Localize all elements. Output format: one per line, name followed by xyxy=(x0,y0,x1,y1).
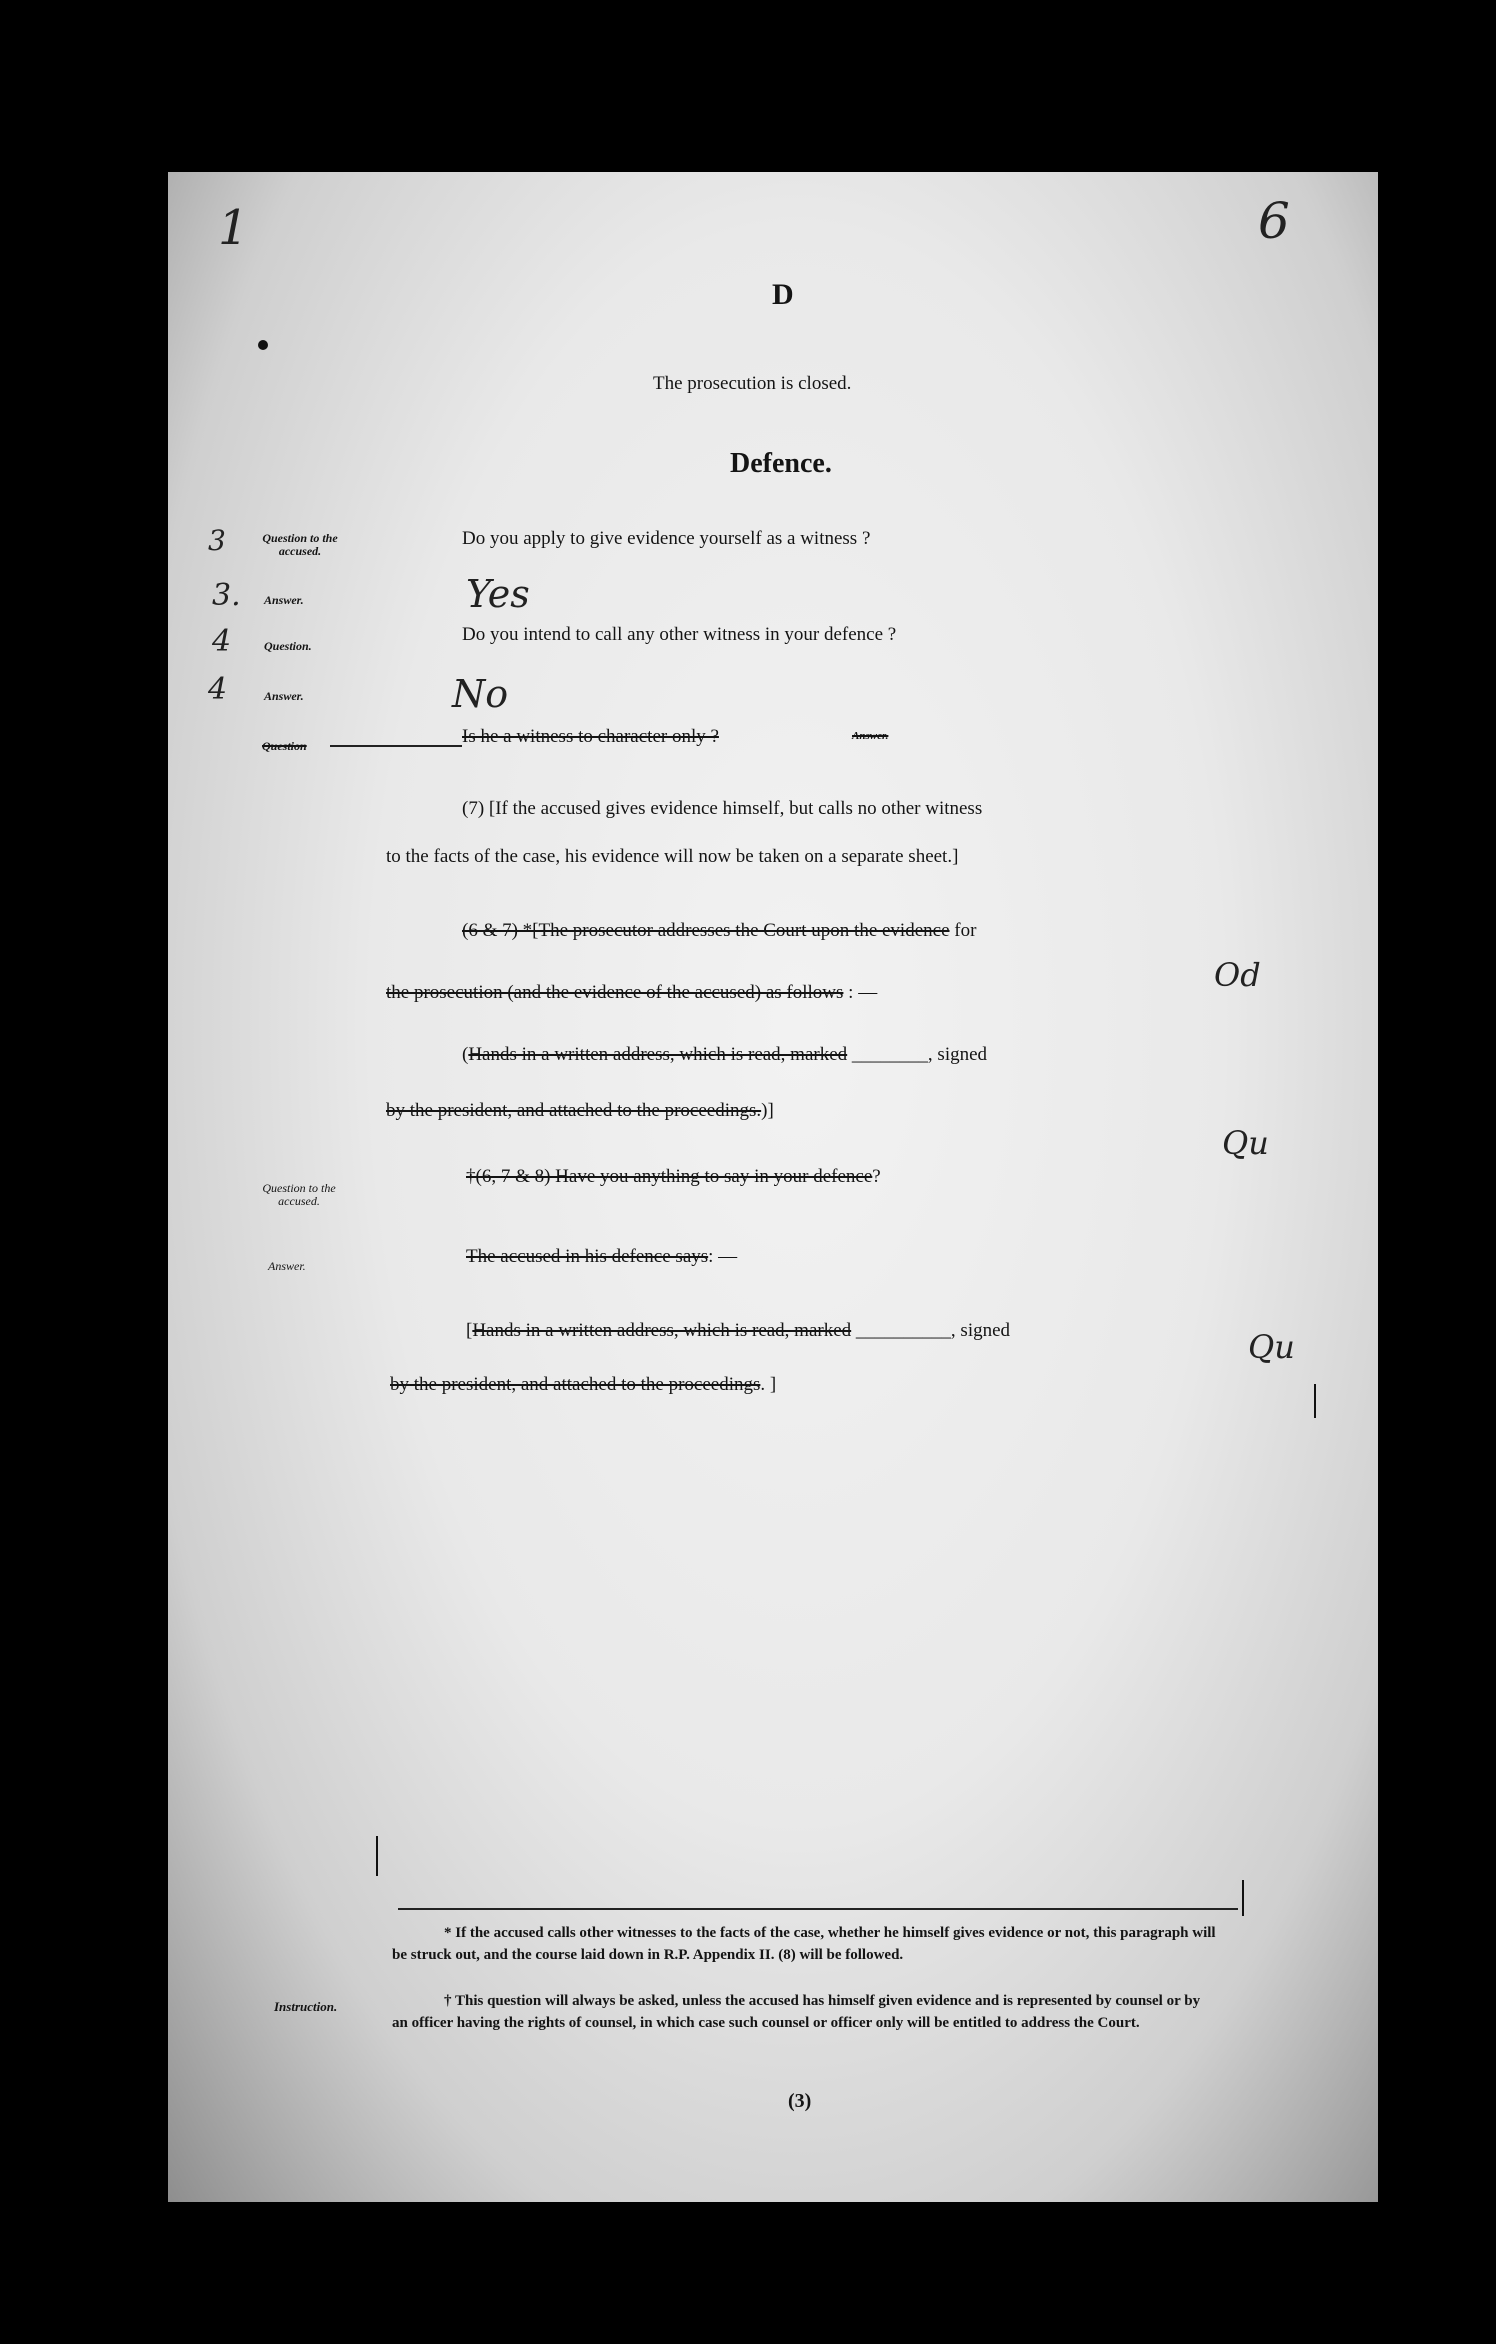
para67-line2-struck: the prosecution (and the evidence of the accused) as follows xyxy=(386,982,844,1003)
para67-line2-end: : — xyxy=(848,982,878,1003)
q2-number: 4 xyxy=(212,624,232,659)
written2-line2-end: . ] xyxy=(760,1374,777,1395)
a4-label: Answer. xyxy=(268,1259,306,1273)
ink-dot xyxy=(258,340,268,350)
para7-line1: (7) [If the accused gives evidence himself, but calls no other witness xyxy=(462,798,983,819)
section-letter: D xyxy=(772,278,794,311)
q3-label: Question xyxy=(262,739,307,753)
written1-line1-end: , signed xyxy=(927,1044,988,1065)
written2-open: [ xyxy=(466,1320,473,1341)
para67-line1-end: for xyxy=(954,920,977,941)
instruction-label: Instruction. xyxy=(274,1999,338,2014)
written2-blank: __________ xyxy=(855,1320,951,1341)
scan-mark xyxy=(1242,1880,1244,1916)
a4-text-struck: The accused in his defence says xyxy=(466,1246,709,1267)
a1-label: Answer. xyxy=(264,593,304,607)
q3-text: Is he a witness to character only ? xyxy=(462,726,719,747)
written2-line2-struck: by the president, and attached to the proceedings xyxy=(390,1374,761,1395)
written1-line2-struck: by the president, and attached to the proceedings. xyxy=(386,1100,762,1121)
a1-number: 3. xyxy=(212,578,241,613)
q1-number: 3 xyxy=(208,524,226,557)
scan-mark xyxy=(376,1836,378,1876)
para67-line1-struck: (6 & 7) *[The prosecutor addresses the Court upon the evidence xyxy=(462,920,950,941)
initials-3: Qu xyxy=(1248,1328,1295,1366)
strike-line xyxy=(330,745,462,747)
footnote-1: * If the accused calls other witnesses to the facts of the case, whether he himself gives evidence or not, this paragraph will be struck out, and the course laid down in R.P. Appendix II. (8) will be followed. xyxy=(392,1925,1216,1963)
scan-mark xyxy=(1314,1384,1316,1418)
q4-label: Question to the accused. xyxy=(262,1181,336,1208)
q3-answer-label: Answer. xyxy=(852,730,889,742)
q4-text-end: ? xyxy=(872,1166,881,1187)
a2-number: 4 xyxy=(208,672,228,707)
page-number: (3) xyxy=(788,2090,812,2112)
written1-blank: ________ xyxy=(851,1044,928,1065)
q1-label: Question to the accused. xyxy=(262,531,338,558)
initials-2: Qu xyxy=(1222,1124,1269,1162)
defence-heading: Defence. xyxy=(730,448,832,479)
initials-1: Od xyxy=(1214,956,1261,994)
q4-text-struck: †(6, 7 & 8) Have you anything to say in your defence xyxy=(466,1166,873,1187)
a4-text-end: : — xyxy=(708,1246,738,1267)
footnote-2: † This question will always be asked, unless the accused has himself given evidence and is represented by counsel or by an officer having the rights of counsel, in which case such counsel or officer only will be entitled to address the Court. xyxy=(392,1993,1201,2031)
a1-handwritten-answer: Yes xyxy=(466,572,530,616)
written2-line1-end: , signed xyxy=(950,1320,1011,1341)
written1-line2-end: )] xyxy=(761,1100,774,1121)
q2-label: Question. xyxy=(264,639,312,653)
a2-handwritten-answer: No xyxy=(452,672,509,716)
written2-line1-struck: Hands in a written address, which is read, marked xyxy=(472,1320,852,1341)
written1-line1-struck: Hands in a written address, which is read, marked xyxy=(468,1044,848,1065)
footnote-rule xyxy=(398,1908,1238,1910)
corner-mark-left: 1 xyxy=(218,200,249,256)
a2-label: Answer. xyxy=(264,689,304,703)
q2-text: Do you intend to call any other witness in your defence ? xyxy=(462,624,897,645)
corner-mark-right: 6 xyxy=(1258,192,1290,250)
q1-text: Do you apply to give evidence yourself as a witness ? xyxy=(462,528,871,549)
para7-line2: to the facts of the case, his evidence will now be taken on a separate sheet.] xyxy=(386,846,959,867)
written1-open: ( xyxy=(462,1044,469,1065)
prosecution-closed-text: The prosecution is closed. xyxy=(653,373,852,394)
